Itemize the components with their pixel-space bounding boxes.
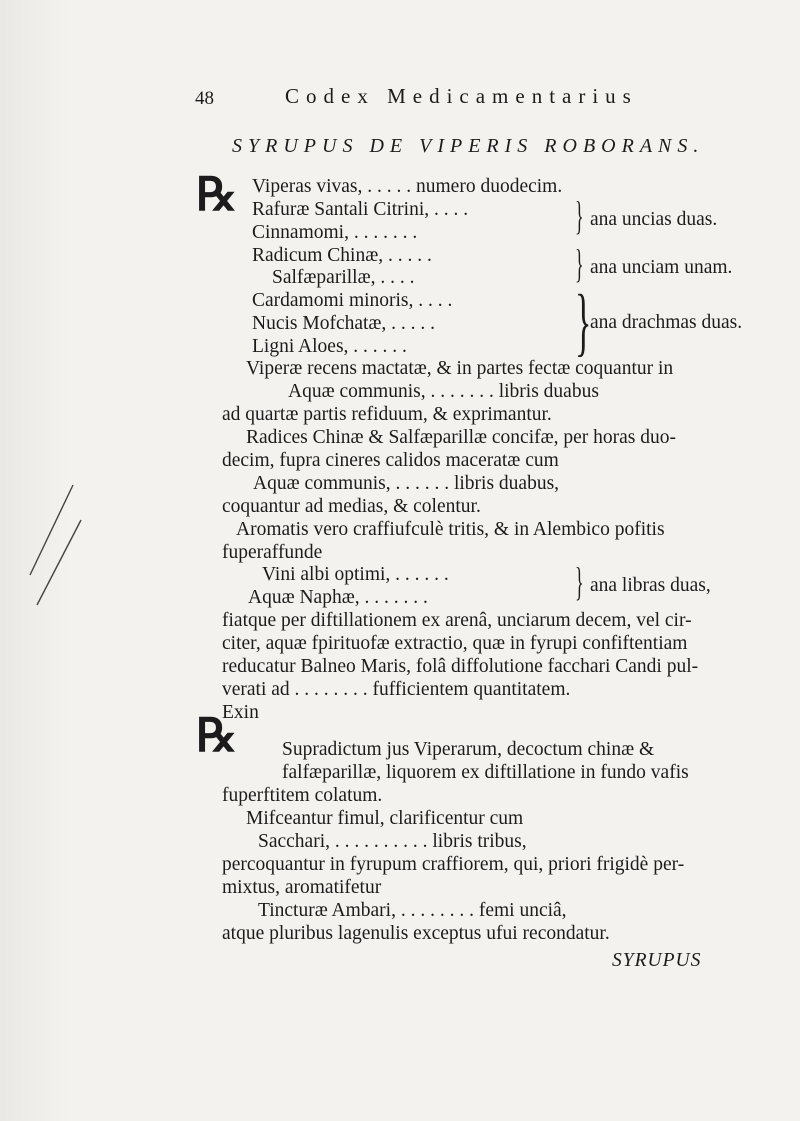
paragraph-line: Mifceantur fimul, clarificentur cum: [246, 808, 524, 829]
paragraph-line: citer, aquæ fpirituofæ extractio, quæ in fyrupi confiftentiam: [222, 633, 688, 654]
curly-brace-icon: }: [575, 559, 584, 604]
ingredient-line: Cinnamomi, . . . . . . .: [252, 222, 418, 243]
paragraph-line: verati ad . . . . . . . . fufficientem quantitatem.: [222, 679, 571, 700]
recipe-mark: ℞: [196, 169, 232, 220]
paragraph-line: Radices Chinæ & Salfæparillæ concifæ, per horas duo-: [246, 427, 677, 448]
ingredient-line: Ligni Aloes, . . . . . .: [252, 336, 407, 357]
bracket-note: ana drachmas duas.: [590, 312, 743, 333]
paragraph-line: fuperftitem colatum.: [222, 785, 383, 806]
paragraph-line: atque pluribus lagenulis exceptus ufui recondatur.: [222, 923, 610, 944]
paragraph-line: Aquæ communis, . . . . . . . libris duabus: [288, 381, 599, 402]
paragraph-line: fiatque per diftillationem ex arenâ, unciarum decem, vel cir-: [222, 610, 692, 631]
ingredient-line: Nucis Mofchatæ, . . . . .: [252, 313, 436, 334]
paragraph-line: Supradictum jus Viperarum, decoctum chinæ &: [282, 739, 655, 760]
ingredient-line: Salfæparillæ, . . . .: [272, 267, 415, 288]
paragraph-line: Tincturæ Ambari, . . . . . . . . femi unciâ,: [258, 900, 567, 921]
paragraph-line: mixtus, aromatifetur: [222, 877, 382, 898]
curly-brace-icon: }: [575, 280, 592, 364]
pencil-mark: [25, 480, 85, 610]
bracket-note: ana uncias duas.: [590, 209, 718, 230]
paragraph-line: Aquæ communis, . . . . . . libris duabus,: [253, 473, 560, 494]
ingredient-line: Radicum Chinæ, . . . . .: [252, 245, 432, 266]
bracket-note: ana unciam unam.: [590, 257, 733, 278]
paragraph-line: Sacchari, . . . . . . . . . . libris tribus,: [258, 831, 527, 852]
paragraph-line: reducatur Balneo Maris, folâ diffolutione facchari Candi pul-: [222, 656, 699, 677]
paragraph-line: Viperæ recens mactatæ, & in partes fectæ coquantur in: [246, 358, 674, 379]
liquid-line: Aquæ Naphæ, . . . . . . .: [248, 587, 428, 608]
paragraph-line: falfæparillæ, liquorem ex diftillatione in fundo vafis: [282, 762, 689, 783]
paragraph-line: ad quartæ partis refiduum, & exprimantur.: [222, 404, 552, 425]
paragraph-line: Exin: [222, 702, 259, 723]
curly-brace-icon: }: [575, 193, 584, 238]
paragraph-line: coquantur ad medias, & colentur.: [222, 496, 481, 517]
curly-brace-icon: }: [575, 241, 584, 286]
catchword: SYRUPUS: [612, 950, 702, 971]
ingredient-line: Viperas vivas, . . . . . numero duodecim.: [252, 176, 563, 197]
ingredient-line: Cardamomi minoris, . . . .: [252, 290, 453, 311]
ingredient-line: Rafuræ Santali Citrini, . . . .: [252, 199, 469, 220]
section-title: SYRUPUS DE VIPERIS ROBORANS.: [232, 135, 705, 157]
recipe-mark: ℞: [196, 710, 232, 761]
paragraph-line: decim, fupra cineres calidos maceratæ cum: [222, 450, 559, 471]
page-number: 48: [195, 88, 214, 109]
paragraph-line: Aromatis vero craffiufculè tritis, & in Alembico pofitis: [236, 519, 665, 540]
running-title: Codex Medicamentarius: [285, 84, 638, 108]
paragraph-line: percoquantur in fyrupum craffiorem, qui, priori frigidè per-: [222, 854, 685, 875]
liquid-line: Vini albi optimi, . . . . . .: [262, 564, 449, 585]
paragraph-line: fuperaffunde: [222, 542, 323, 563]
bracket-note: ana libras duas,: [590, 575, 711, 596]
